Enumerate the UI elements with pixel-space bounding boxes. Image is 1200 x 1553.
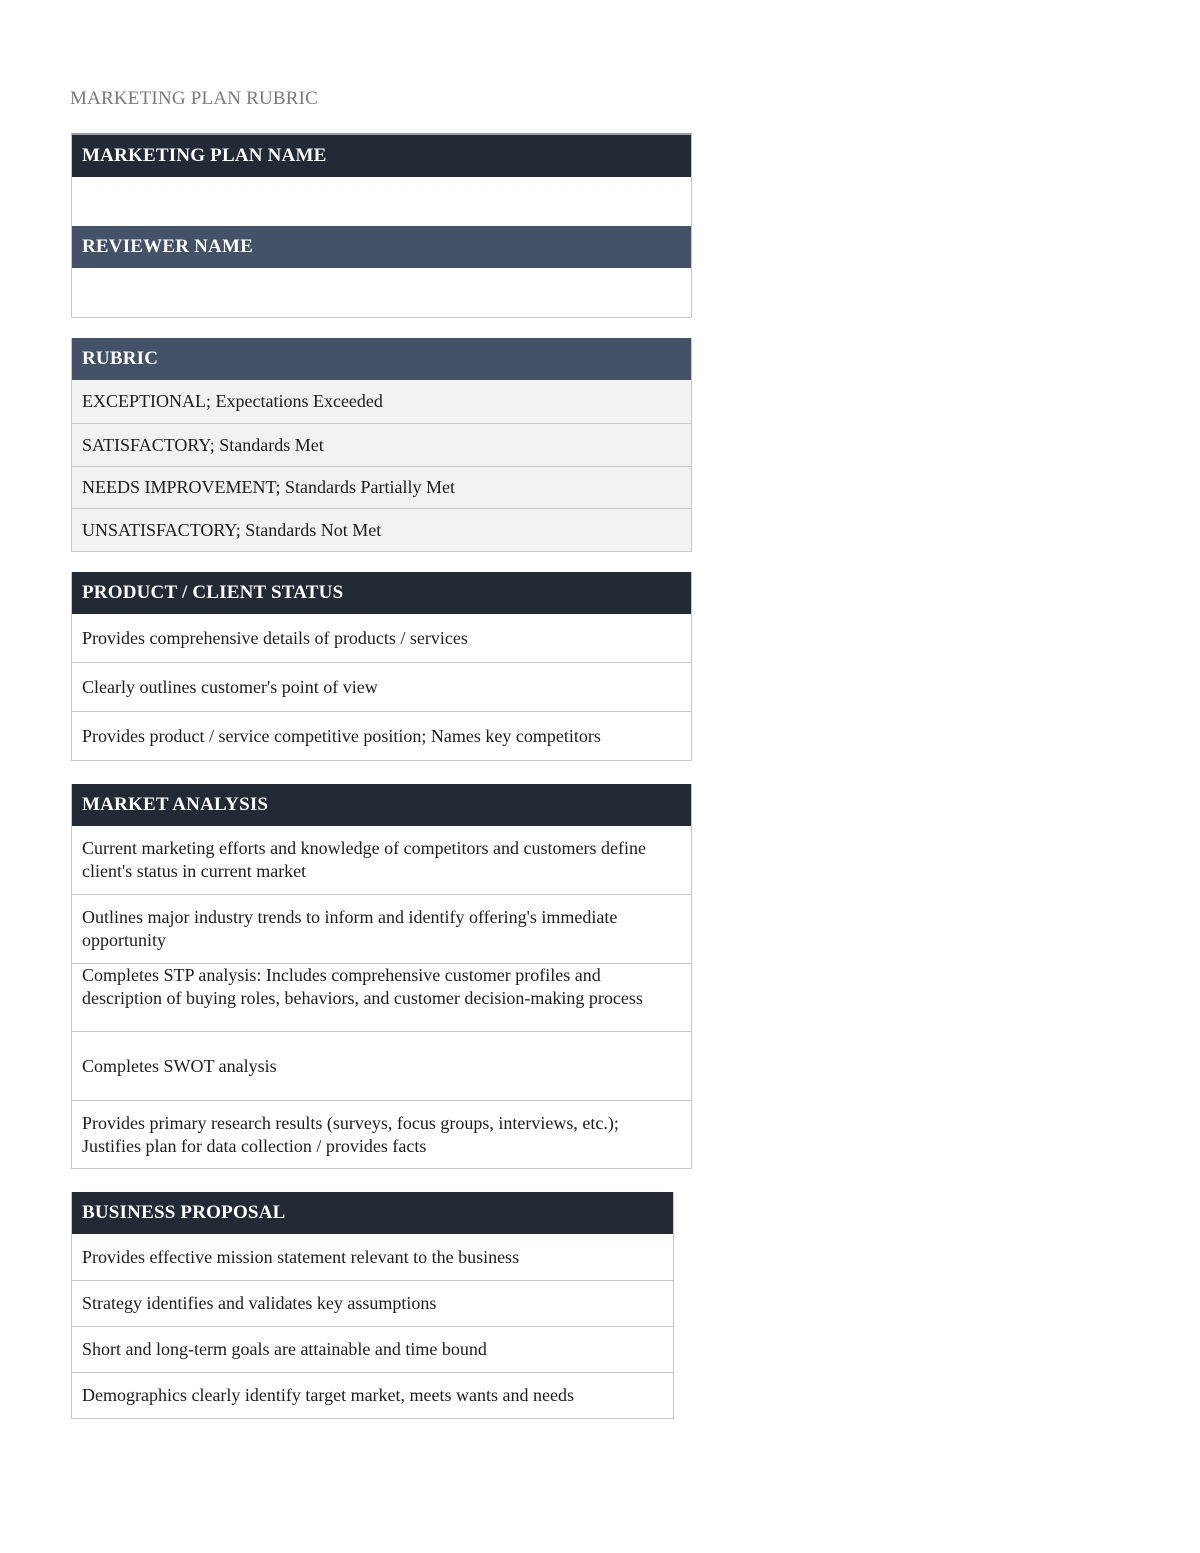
- product-client-status-section: [71, 572, 692, 761]
- rubric-section: [71, 338, 692, 552]
- marketing-plan-name-header: MARKETING PLAN NAME: [72, 135, 691, 177]
- criteria-item: Completes STP analysis: Includes comprehensive customer profiles and description of buying roles, behaviors, and customer decision-making process: [72, 963, 691, 1031]
- criteria-item: Provides effective mission statement relevant to the business: [82, 1246, 520, 1267]
- criteria-item: Provides product / service competitive position; Names key competitors: [72, 711, 691, 760]
- plan-info-section: [71, 133, 692, 318]
- reviewer-name-header: REVIEWER NAME: [72, 226, 691, 268]
- criteria-item: Outlines major industry trends to inform and identify offering's immediate opportunity: [72, 894, 691, 963]
- product-client-status-header: PRODUCT / CLIENT STATUS: [72, 572, 691, 614]
- business-proposal-section: [71, 1192, 674, 1419]
- criteria-item: Strategy identifies and validates key assumptions: [72, 1280, 673, 1326]
- criteria-item: Current marketing efforts and knowledge of competitors and customers define client's status in current market: [82, 838, 647, 881]
- page-title: MARKETING PLAN RUBRIC: [70, 88, 319, 109]
- criteria-item: Provides primary research results (surveys, focus groups, interviews, etc.); Justifies plan for data collection / provides facts: [72, 1100, 691, 1168]
- criteria-item: Clearly outlines customer's point of view: [72, 662, 691, 711]
- criteria-item: Provides comprehensive details of products / services: [82, 627, 468, 648]
- market-analysis-section: [71, 784, 692, 1169]
- criteria-item: Completes SWOT analysis: [72, 1031, 691, 1100]
- market-analysis-header: MARKET ANALYSIS: [72, 784, 691, 826]
- rubric-item: NEEDS IMPROVEMENT; Standards Partially Met: [72, 466, 691, 508]
- business-proposal-header: BUSINESS PROPOSAL: [72, 1192, 673, 1234]
- rubric-header: RUBRIC: [72, 338, 691, 380]
- marketing-plan-name-field[interactable]: [72, 177, 691, 226]
- rubric-list: [72, 380, 691, 551]
- rubric-item: SATISFACTORY; Standards Met: [72, 423, 691, 466]
- criteria-item: Short and long-term goals are attainable and time bound: [72, 1326, 673, 1372]
- rubric-item: EXCEPTIONAL; Expectations Exceeded: [72, 380, 691, 423]
- reviewer-name-field[interactable]: [72, 268, 691, 317]
- criteria-item: Demographics clearly identify target market, meets wants and needs: [72, 1372, 673, 1418]
- rubric-item: UNSATISFACTORY; Standards Not Met: [72, 508, 691, 551]
